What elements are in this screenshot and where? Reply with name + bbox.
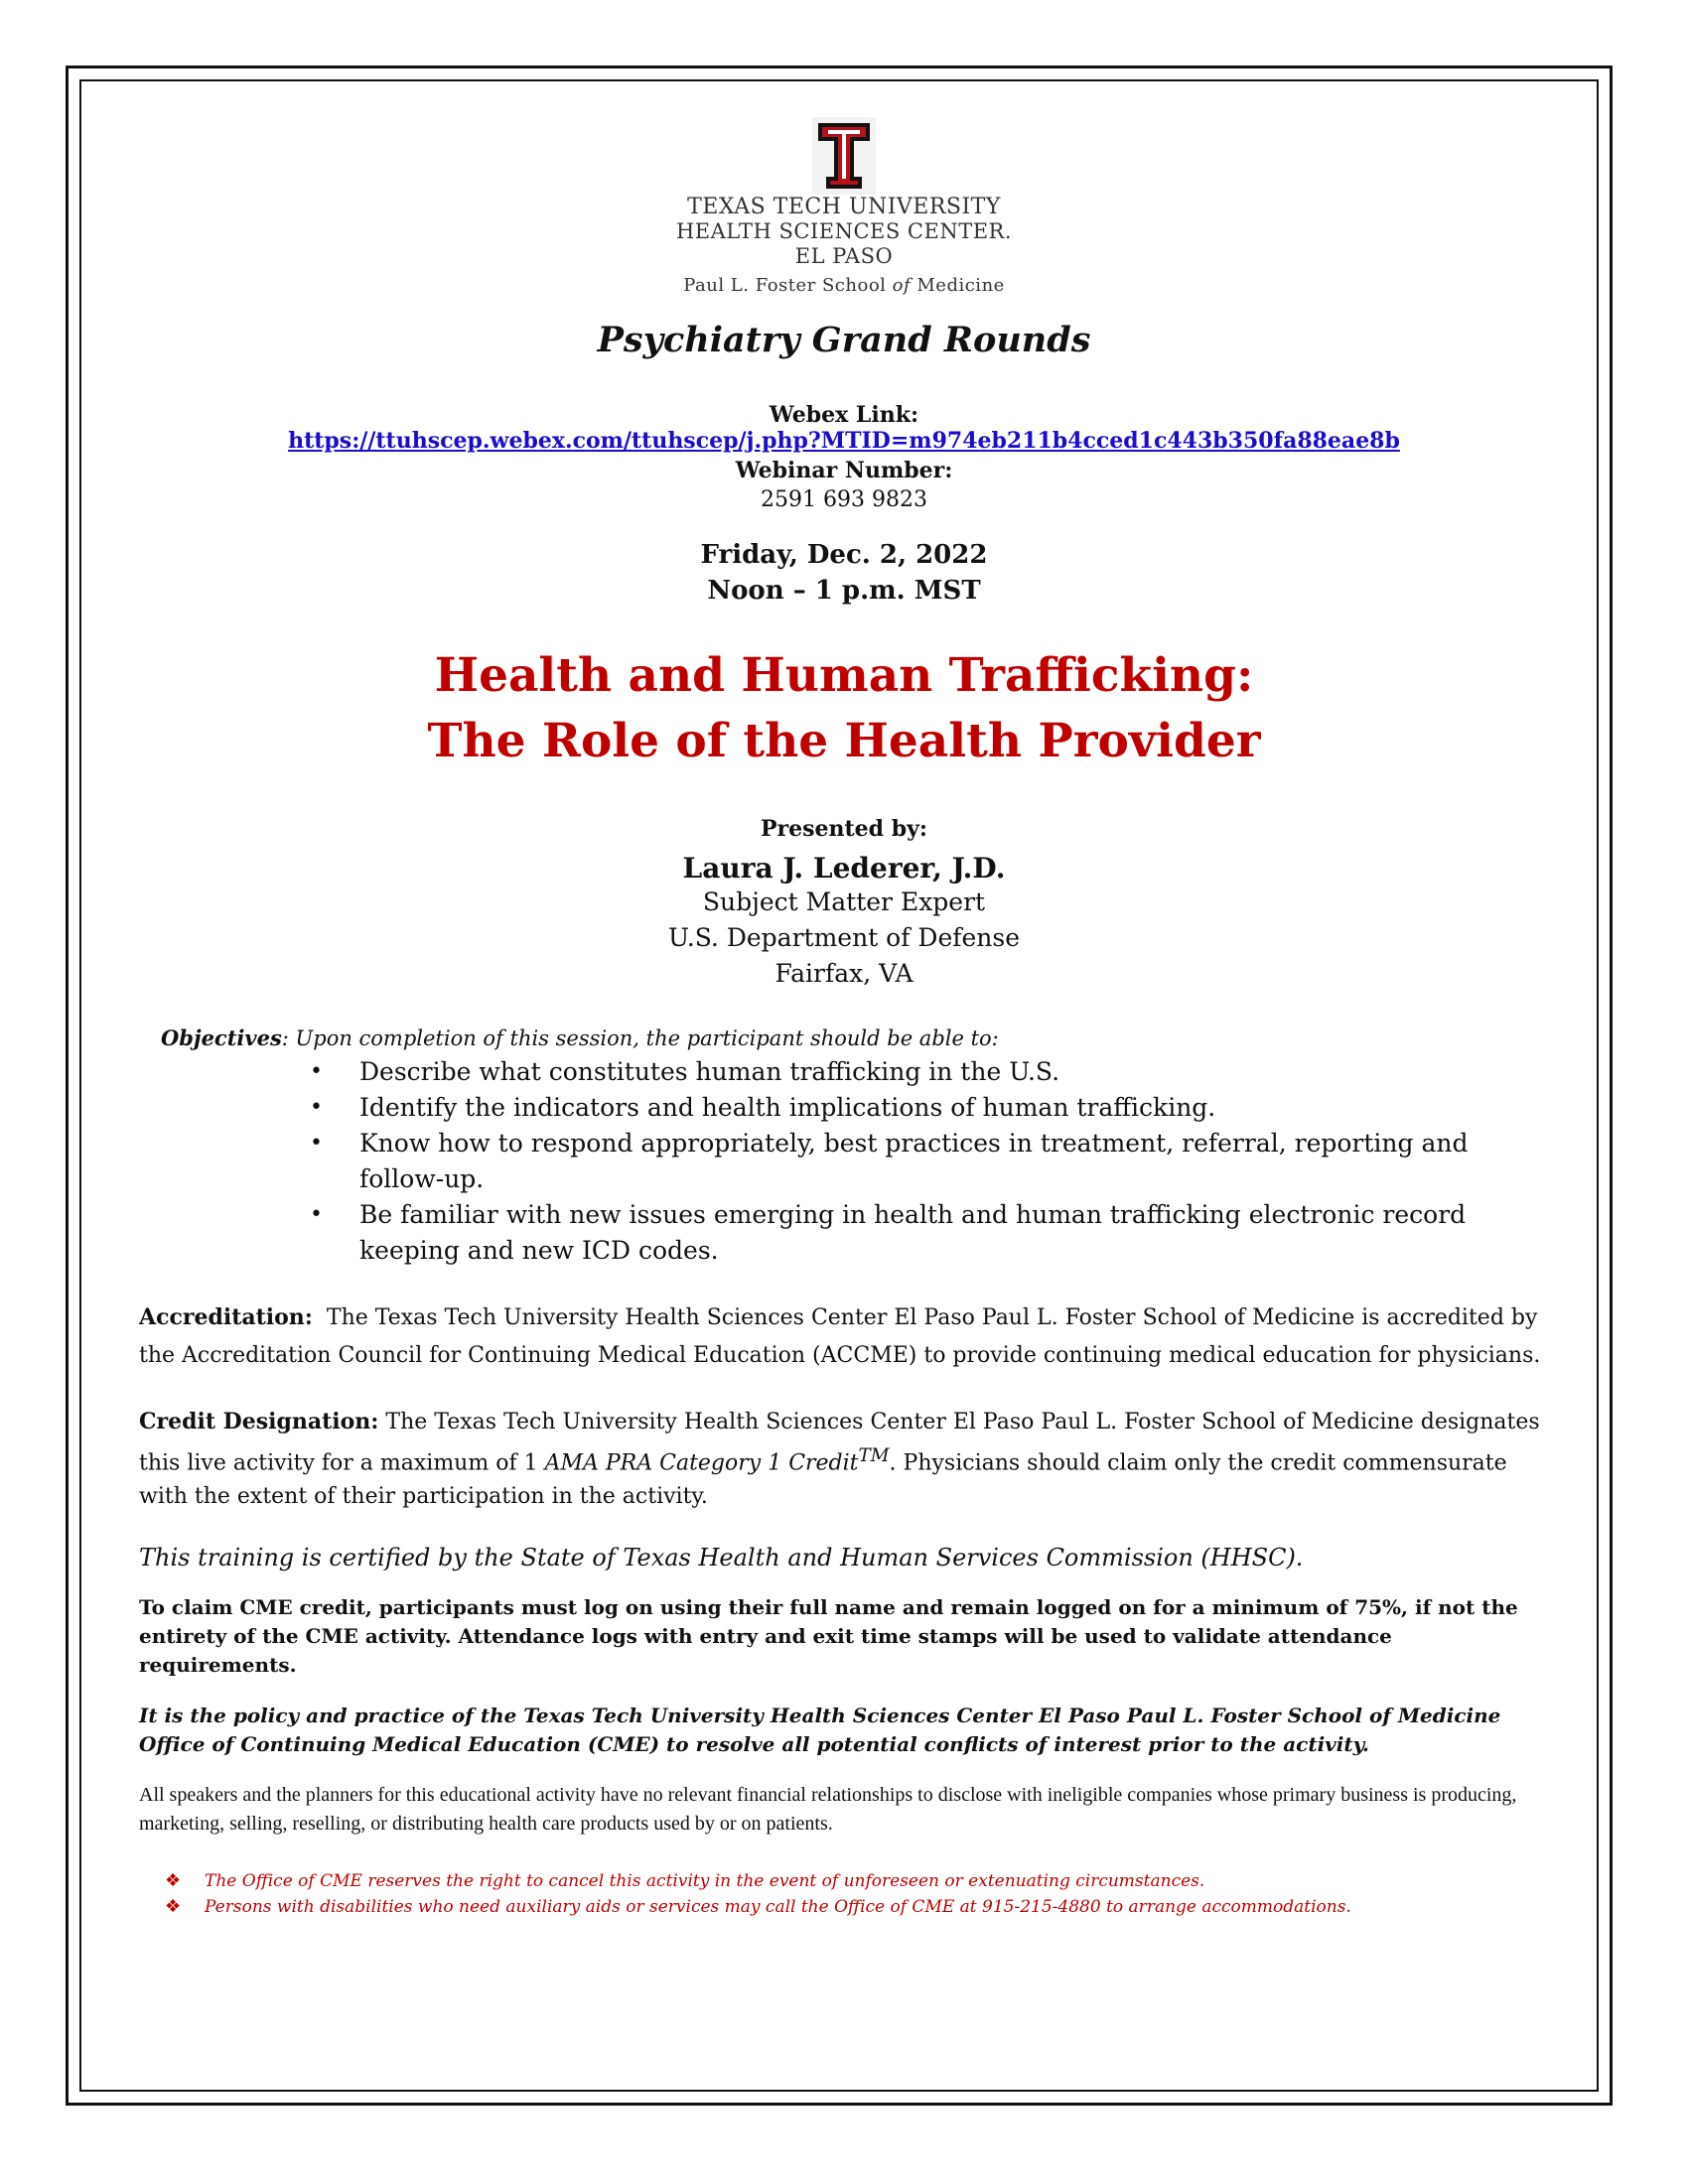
- list-item: ❖ The Office of CME reserves the right to cancel this activity in the event of unforeseen or extenuating circumstances.: [205, 1868, 1549, 1894]
- presentation-title: [139, 643, 1549, 774]
- conflict-policy: It is the policy and practice of the Texas Tech University Health Sciences Center El Paso Paul L. Foster School of Medicine Office of Continuing Medical Education (CME) to resolve all potential conflicts of interest prior to the activity.: [139, 1704, 1501, 1757]
- speaker-name: Laura J. Lederer, J.D.: [682, 852, 1006, 885]
- financial-disclosure: All speakers and the planners for this educational activity have no relevant financial relationships to disclose with ineligible companies whose primary business is producing, marketing, selling, reselling, or distributing health care products used by or on patients.: [139, 1784, 1517, 1836]
- speaker-location: Fairfax, VA: [774, 959, 914, 988]
- event-date: Friday, Dec. 2, 2022: [700, 540, 988, 570]
- list-item: ❖ Persons with disabilities who need auxiliary aids or services may call the Office of CME at 915-215-4880 to arrange accommodations.: [205, 1894, 1549, 1920]
- hhsc-certification: This training is certified by the State of Texas Health and Human Services Commission (HHSC).: [139, 1544, 1304, 1572]
- bullet-icon: •: [310, 1095, 323, 1120]
- bullet-icon: •: [310, 1059, 323, 1084]
- presented-by-label: Presented by:: [761, 816, 927, 842]
- list-item: • Know how to respond appropriately, best practices in treatment, referral, reporting and follow-up.: [359, 1126, 1472, 1197]
- title-line-1: Health and Human Trafficking:: [434, 648, 1254, 703]
- event-time: Noon – 1 p.m. MST: [707, 576, 981, 606]
- credit-tm: TM: [858, 1445, 890, 1466]
- diamond-bullet-icon: ❖: [165, 1870, 182, 1892]
- objectives-label: Objectives: [161, 1025, 282, 1050]
- speaker-role: Subject Matter Expert: [702, 887, 986, 916]
- accreditation-label: Accreditation:: [139, 1304, 313, 1330]
- notes-list: [139, 1868, 1549, 1920]
- webex-link[interactable]: https://ttuhscep.webex.com/ttuhscep/j.php?MTID=m974eb211b4cced1c443b350fa88eae8b: [288, 428, 1400, 454]
- flyer-content: [139, 109, 1549, 1920]
- list-item: • Describe what constitutes human trafficking in the U.S.: [359, 1054, 1472, 1090]
- credit-text-b: . Physicians should claim only the credit commensurate with the extent of their participation in the activity.: [139, 1450, 1507, 1510]
- webinar-number: 2591 693 9823: [761, 487, 927, 512]
- credit-paragraph: [139, 1405, 1549, 1514]
- credit-label: Credit Designation:: [139, 1409, 379, 1434]
- objectives-intro: : Upon completion of this session, the participant should be able to:: [281, 1026, 999, 1050]
- speaker-org: U.S. Department of Defense: [667, 923, 1021, 952]
- accreditation-text: The Texas Tech University Health Sciences Center El Paso Paul L. Foster School of Medicine is accredited by the Accreditation Council for Continuing Medical Education (ACCME) to provide continuing medical education for physicians.: [139, 1305, 1541, 1368]
- bullet-icon: •: [310, 1202, 323, 1227]
- accreditation-paragraph: [139, 1298, 1549, 1375]
- list-item: • Be familiar with new issues emerging in health and human trafficking electronic record keeping and new ICD codes.: [359, 1197, 1472, 1269]
- webex-label: Webex Link:: [769, 402, 919, 428]
- logo-school: Paul L. Foster School of Medicine: [683, 275, 1005, 296]
- cme-claim-notice: To claim CME credit, participants must log on using their full name and remain logged on for a minimum of 75%, if not the entirety of the CME activity. Attendance logs with entry and exit time stamps will be used to validate attendance requirements.: [139, 1595, 1518, 1678]
- logo-campus: EL PASO: [794, 244, 894, 268]
- diamond-bullet-icon: ❖: [165, 1896, 182, 1918]
- logo-university: TEXAS TECH UNIVERSITY: [687, 195, 1001, 219]
- objectives-section: [161, 1025, 1549, 1269]
- double-t-logo-icon: [812, 117, 876, 195]
- ttuhsc-logo: [675, 109, 1013, 298]
- event-series: Psychiatry Grand Rounds: [597, 320, 1091, 360]
- credit-text-a: The Texas Tech University Health Sciences Center El Paso Paul L. Foster School of Medicine designates this live activity for a maximum of 1: [139, 1410, 1540, 1476]
- title-line-2: The Role of the Health Provider: [427, 714, 1261, 768]
- credit-name: AMA PRA Category 1 Credit: [544, 1450, 859, 1476]
- webinar-label: Webinar Number:: [735, 458, 953, 483]
- bullet-icon: •: [310, 1131, 323, 1156]
- list-item: • Identify the indicators and health implications of human trafficking.: [359, 1090, 1472, 1126]
- objectives-list: [161, 1054, 1549, 1269]
- logo-hsc: HEALTH SCIENCES CENTER.: [675, 219, 1013, 243]
